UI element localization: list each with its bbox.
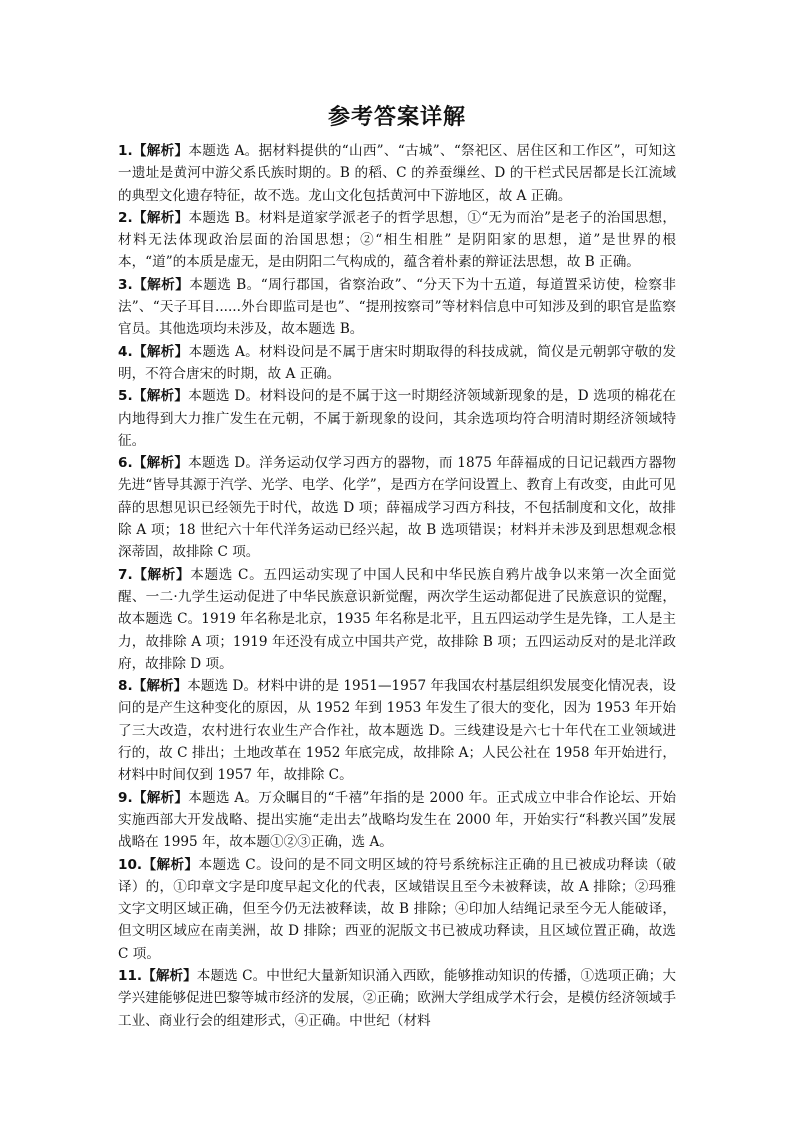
answer-text: 本题选 C。设问的是不同文明区域的符号系统标注正确的且已被成功释读（破译）的，①印章文字是印度早起文化的代表，区域错误且至今未被释读，故 A 排除；②玛雅文字文明区域正确，但至今仍无法被释读，故 B 排除；④印加人结绳记录至今无人能破译，但文明区域应在南美洲，故 D 排除；西亚的泥版文书已被成功释读，且区域位置正确，故选 C 项。 xyxy=(118,856,676,962)
analysis-tag: 【解析】 xyxy=(142,967,197,984)
answer-text: 本题选 C。中世纪大量新知识涌入西欧，能够推动知识的传播，①选项正确；大学兴建能够促进巴黎等城市经济的发展，②正确；欧洲大学组成学术行会，是模仿经济领域手工业、商业行会的组建形式，④正确。中世纪（材料 xyxy=(118,967,676,1029)
answer-number: 1. xyxy=(118,143,133,159)
answer-2 xyxy=(118,207,676,274)
answer-6 xyxy=(118,452,676,563)
answer-text: 本题选 A。材料设问是不属于唐宋时期取得的科技成就，简仪是元朝郭守敬的发明，不符合唐宋的时期，故 A 正确。 xyxy=(118,343,677,382)
analysis-tag: 【解析】 xyxy=(132,388,189,405)
answer-7 xyxy=(118,564,676,675)
analysis-tag: 【解析】 xyxy=(142,856,199,873)
answer-number: 10. xyxy=(118,856,143,873)
answer-text: 本题选 D。材料中讲的是 1951—1957 年我国农村基层组织发展变化情况表，设问的是产生这种变化的原因，从 1952 年到 1953 年发生了很大的变化，因为 1953 年开始了三大改造，农村进行农业生产合作社，故本题选 D。三线建设是六七十年代在工业领域进行的，故 C 排出；土地改革在 1952 年底完成，故排除 A；人民公社在 1958 年开始进行，材料中时间仅到 1957 年，故排除 C。 xyxy=(118,678,676,784)
answer-8 xyxy=(118,675,676,786)
analysis-tag: 【解析】 xyxy=(132,789,189,806)
answer-text: 本题选 C。五四运动实现了中国人民和中华民族自鸦片战争以来第一次全面觉醒、一二·九学生运动促进了中华民族意识新觉醒，两次学生运动都促进了民族意识的觉醒，故本题选 C。1919 年名称是北京，1935 年名称是北平，且五四运动学生是先锋，工人是主力，故排除 A 项；1919 年还没有成立中国共产党，故排除 B 项；五四运动反对的是北洋政府，故排除 D 项。 xyxy=(118,566,676,672)
answer-number: 6. xyxy=(118,455,133,472)
answer-4 xyxy=(118,341,676,386)
answer-number: 2. xyxy=(118,209,133,226)
answer-10 xyxy=(118,854,676,965)
answer-3 xyxy=(118,274,676,341)
answer-text: 本题选 B。材料是道家学派老子的哲学思想，①“无为而治”是老子的治国思想，材料无法体现政治层面的治国思想；②“相生相胜” 是阴阳家的思想，道”是世界的根本，“道”的本质是虚无，是由阴阳二气构成的，蕴含着朴素的辩证法思想，故 B 正确。 xyxy=(118,209,677,271)
answer-9 xyxy=(118,787,676,854)
answer-number: 4. xyxy=(118,343,133,360)
answer-number: 11. xyxy=(118,967,143,984)
answer-text: 本题选 A。万众瞩目的“千禧”年指的是 2000 年。正式成立中非合作论坛、开始实施西部大开发战略、提出实施“走出去”战略均发生在 2000 年，开始实行“科教兴国”发展战略在 1995 年，故本题①②③正确，选 A。 xyxy=(118,789,677,851)
answer-number: 7. xyxy=(118,566,133,583)
page-title: 参考答案详解 xyxy=(327,105,466,130)
analysis-tag: 【解析】 xyxy=(132,209,189,226)
analysis-tag: 【解析】 xyxy=(132,455,189,472)
answer-list xyxy=(118,140,676,1032)
analysis-tag: 【解析】 xyxy=(132,566,191,583)
answer-number: 8. xyxy=(118,678,133,695)
answer-5 xyxy=(118,385,676,452)
answer-1 xyxy=(118,140,676,207)
answer-11 xyxy=(118,965,676,1032)
answer-number: 9. xyxy=(118,789,133,806)
analysis-tag: 【解析】 xyxy=(132,343,189,360)
analysis-tag: 【解析】 xyxy=(132,678,188,695)
answer-text: 本题选 A。据材料提供的“山西”、“古城”、“祭祀区、居住区和工作区”，可知这一遗址是黄河中游父系氏族时期的。B 的稻、C 的养蚕缫丝、D 的干栏式民居都是长江流域的典型文化遗存特征，故不选。龙山文化包括黄河中下游地区，故 A 正确。 xyxy=(118,143,676,204)
answer-number: 5. xyxy=(118,388,133,405)
analysis-tag: 【解析】 xyxy=(132,276,190,293)
answer-number: 3. xyxy=(118,276,133,293)
answer-text: 本题选 D。材料设问的是不属于这一时期经济领域新现象的是，D 选项的棉花在内地得到大力推广发生在元朝，不属于新现象的设问，其余选项均符合明清时期经济领域特征。 xyxy=(118,388,677,449)
answer-text: 本题选 B。“周行郡国，省察治政”、“分天下为十五道，每道置采访使，检察非法”、“天子耳目......外台即监司是也”、“提刑按察司”等材料信息中可知涉及到的职官是监察官员。其他选项均未涉及，故本题选 B。 xyxy=(118,276,676,338)
answer-text: 本题选 D。洋务运动仅学习西方的器物，而 1875 年薛福成的日记记载西方器物先进“皆导其源于汽学、光学、电学、化学”，是西方在学问设置上、教育上有改变，由此可见薛的思想见识已经领先于时代，故选 D 项；薛福成学习西方科技，不包括制度和文化，故排除 A 项；18 世纪六十年代洋务运动已经兴起，故 B 选项错误；材料并未涉及到思想观念根深蒂固，故排除 C 项。 xyxy=(118,455,676,561)
analysis-tag: 【解析】 xyxy=(132,143,189,159)
